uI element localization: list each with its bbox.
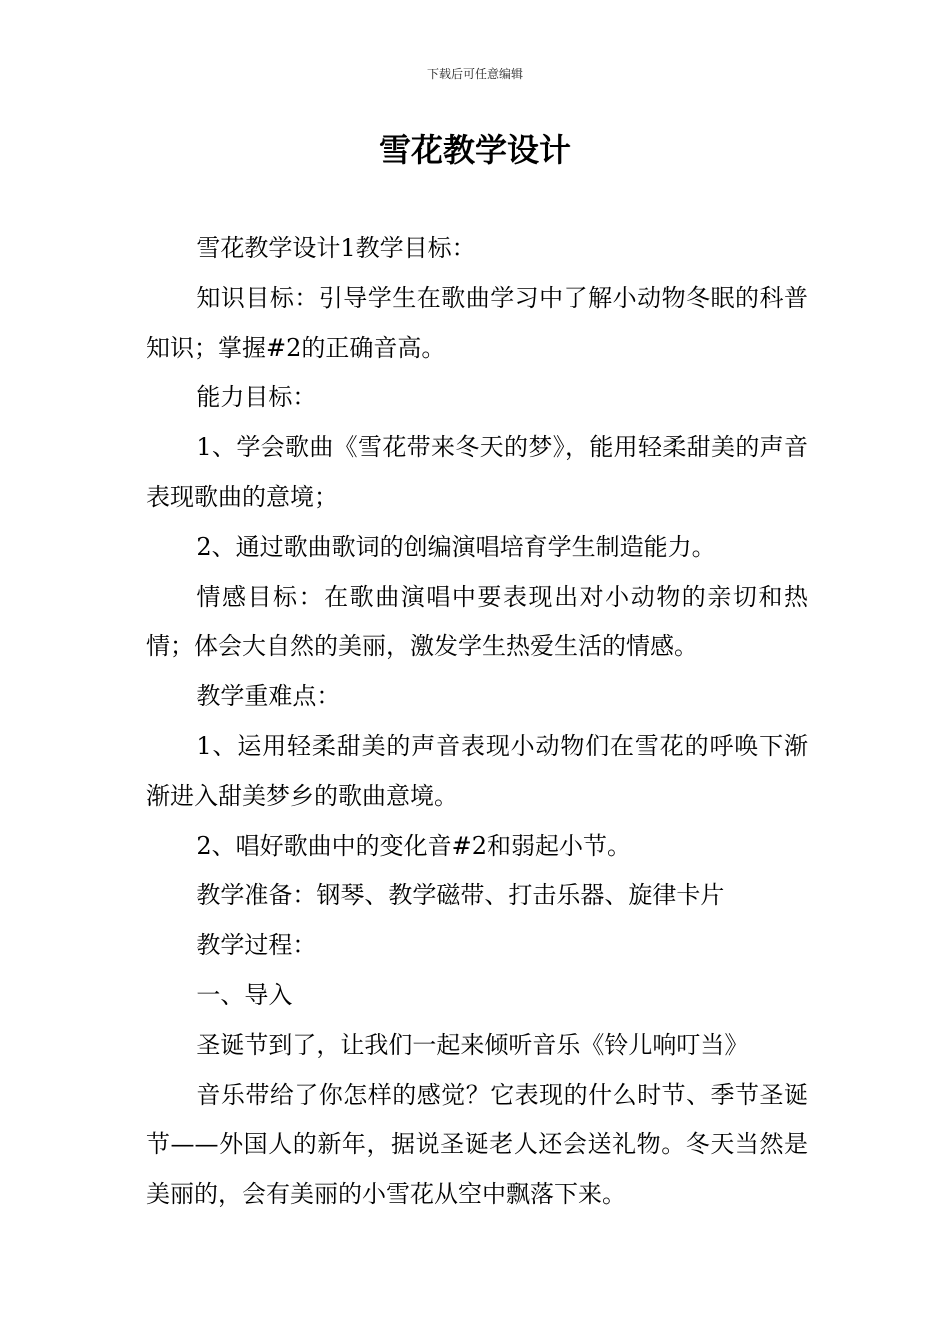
paragraph: 能力目标： [196, 383, 317, 412]
paragraph: 一、导入 [196, 980, 293, 1009]
paragraph: 1、运用轻柔甜美的声音表现小动物们在雪花的呼唤下渐渐进入甜美梦乡的歌曲意境。 [146, 731, 808, 810]
paragraph: 教学过程： [196, 931, 317, 960]
paragraph: 情感目标：在歌曲演唱中要表现出对小动物的亲切和热情；体会大自然的美丽，激发学生热爱生活的情感。 [146, 582, 808, 661]
paragraph: 雪花教学设计1教学目标： [196, 234, 476, 262]
paragraph: 2、唱好歌曲中的变化音#2和弱起小节。 [196, 831, 632, 860]
paragraph: 知识目标：引导学生在歌曲学习中了解小动物冬眠的科普知识；掌握#2的正确音高。 [146, 283, 808, 362]
header-note: 下载后可任意编辑 [426, 67, 523, 81]
paragraph: 教学准备：钢琴、教学磁带、打击乐器、旋律卡片 [196, 881, 725, 910]
paragraph: 音乐带给了你怎样的感觉？它表现的什么时节、季节圣诞节——外国人的新年，据说圣诞老人还会送礼物。冬天当然是美丽的，会有美丽的小雪花从空中飘落下来。 [146, 1080, 808, 1209]
document-body [146, 224, 808, 1220]
paragraph: 圣诞节到了，让我们一起来倾听音乐《铃儿响叮当》 [196, 1030, 749, 1059]
paragraph: 教学重难点： [196, 682, 341, 711]
paragraph: 2、通过歌曲歌词的创编演唱培育学生制造能力。 [196, 532, 716, 561]
paragraph: 1、学会歌曲《雪花带来冬天的梦》，能用轻柔甜美的声音表现歌曲的意境； [146, 433, 808, 511]
document-title: 雪花教学设计 [378, 131, 571, 169]
